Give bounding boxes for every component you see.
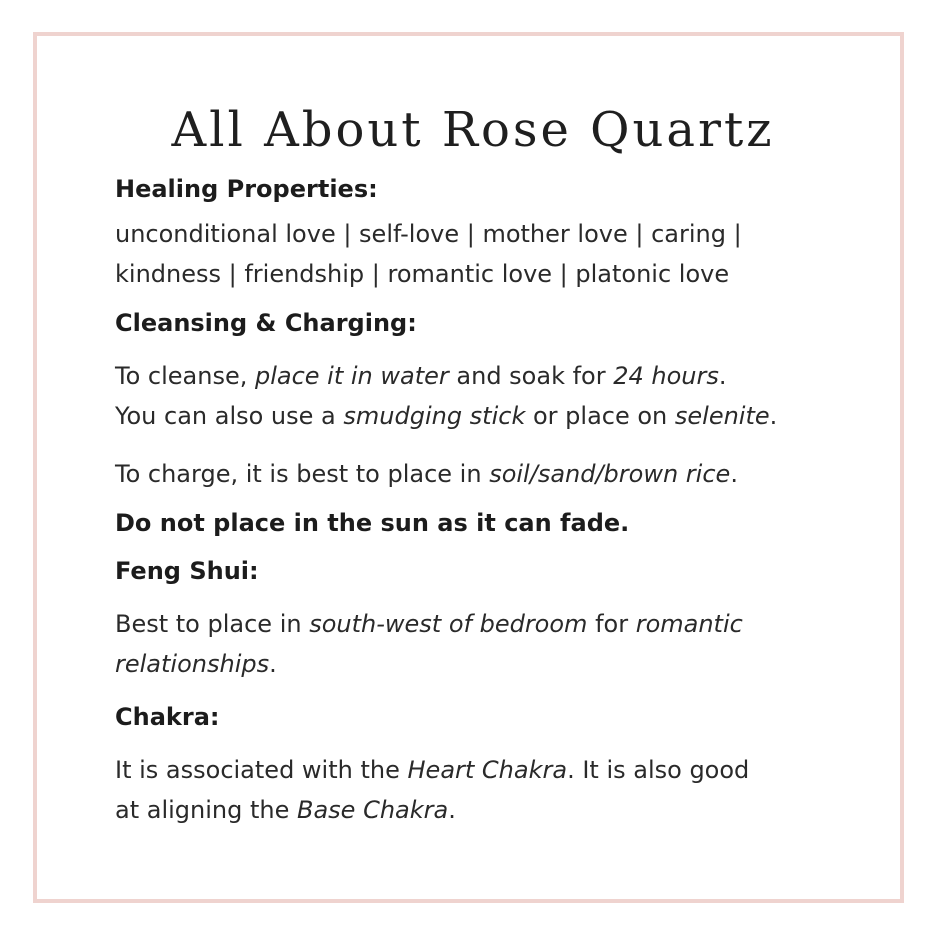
charging-line (115, 454, 875, 494)
text-segment: for (587, 610, 636, 638)
sun-warning: Do not place in the sun as it can fade. (115, 509, 630, 537)
text-segment: You can also use a (115, 402, 344, 430)
text-segment: . It is also good (567, 756, 750, 784)
emphasis-text: Heart Chakra (407, 756, 568, 784)
text-segment: It is associated with the (115, 756, 408, 784)
chakra-heading: Chakra: (115, 703, 220, 731)
emphasis-text: soil/sand/brown rice (489, 460, 731, 488)
cleansing-heading: Cleansing & Charging: (115, 309, 417, 337)
emphasis-text: 24 hours (613, 362, 719, 390)
emphasis-text: selenite (674, 402, 770, 430)
feng-shui-line-2 (115, 644, 875, 684)
text-segment: To cleanse, (115, 362, 255, 390)
text-segment: . (730, 460, 738, 488)
text-segment: and soak for (448, 362, 614, 390)
text-segment: . (448, 796, 456, 824)
text-segment: . (718, 362, 727, 390)
healing-heading: Healing Properties: (115, 175, 378, 203)
text-segment: . (269, 650, 277, 678)
emphasis-text: romantic (635, 610, 743, 638)
text-segment: or place on (525, 402, 675, 430)
page-title: All About Rose Quartz (171, 102, 775, 158)
emphasis-text: Base Chakra (297, 796, 449, 824)
emphasis-text: relationships (115, 650, 270, 678)
chakra-line-1 (115, 750, 875, 790)
text-segment: Best to place in (115, 610, 310, 638)
healing-line-1: unconditional love | self-love | mother love | caring | (115, 220, 742, 248)
feng-shui-line-1 (115, 604, 875, 644)
emphasis-text: place it in water (254, 362, 449, 390)
emphasis-text: smudging stick (343, 402, 526, 430)
cleansing-line-2 (115, 396, 875, 436)
text-segment: . (769, 402, 778, 430)
chakra-line-2 (115, 790, 875, 830)
card-content (115, 92, 875, 830)
text-segment: at aligning the (115, 796, 297, 824)
emphasis-text: south-west of bedroom (309, 610, 588, 638)
cleansing-line-1 (115, 356, 875, 396)
feng-shui-heading: Feng Shui: (115, 557, 259, 585)
text-segment: To charge, it is best to place in (115, 460, 490, 488)
healing-line-2: kindness | friendship | romantic love | platonic love (115, 260, 730, 288)
